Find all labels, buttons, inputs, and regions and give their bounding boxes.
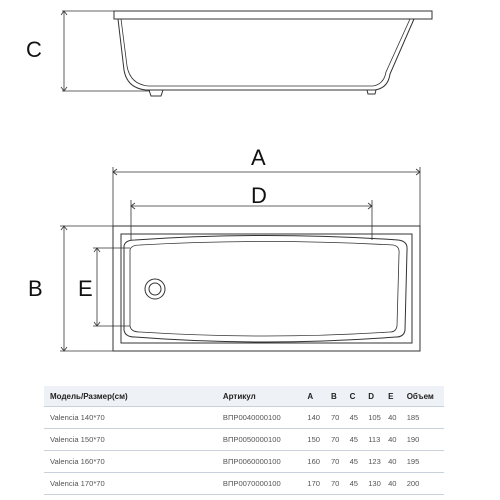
cell-d: 130 <box>368 473 388 495</box>
cell-article: ВПР0070000100 <box>223 473 307 495</box>
cell-c: 45 <box>350 451 369 473</box>
cell-model: Valencia 140*70 <box>44 407 181 429</box>
side-body <box>118 19 414 90</box>
cell-model: Valencia 160*70 <box>44 451 181 473</box>
cell-model: Valencia 150*70 <box>44 429 181 451</box>
top-outer-rim <box>113 226 420 351</box>
table-row <box>44 451 444 473</box>
top-basin-inner <box>130 242 399 337</box>
cell-e: 40 <box>388 429 407 451</box>
drain-outer <box>145 279 165 299</box>
label-a: A <box>251 145 266 170</box>
dimension-c <box>61 11 150 91</box>
drain-inner <box>149 283 161 295</box>
side-inner-line <box>121 19 410 86</box>
cell-b: 70 <box>331 429 350 451</box>
cell-a: 160 <box>307 451 331 473</box>
cell-e: 40 <box>388 451 407 473</box>
cell-c: 45 <box>350 473 369 495</box>
label-b: B <box>28 276 43 301</box>
specs-table <box>44 386 444 495</box>
table-row <box>44 407 444 429</box>
header-model: Модель/Размер(см) <box>44 386 181 407</box>
cell-c: 45 <box>350 407 369 429</box>
specs-table-container <box>44 386 444 495</box>
table-header-row <box>44 386 444 407</box>
header-spacer <box>181 386 223 407</box>
label-e: E <box>78 276 93 301</box>
cell-e: 40 <box>388 407 407 429</box>
cell-a: 140 <box>307 407 331 429</box>
cell-article: ВПР0040000100 <box>223 407 307 429</box>
cell-a: 150 <box>307 429 331 451</box>
cell-a: 170 <box>307 473 331 495</box>
side-rim <box>114 11 432 19</box>
header-article: Артикул <box>223 386 307 407</box>
side-foot-left <box>149 90 163 96</box>
cell-b: 70 <box>331 451 350 473</box>
cell-e: 40 <box>388 473 407 495</box>
table-row <box>44 429 444 451</box>
top-basin-outer <box>124 236 407 343</box>
cell-volume: 190 <box>407 429 444 451</box>
cell-d: 123 <box>368 451 388 473</box>
header-e: E <box>388 386 407 407</box>
header-volume: Объем <box>407 386 444 407</box>
top-view <box>113 226 420 351</box>
side-foot-right <box>367 90 376 94</box>
cell-article: ВПР0060000100 <box>223 451 307 473</box>
label-c: C <box>26 37 42 62</box>
cell-model: Valencia 170*70 <box>44 473 181 495</box>
cell-b: 70 <box>331 407 350 429</box>
cell-volume: 185 <box>407 407 444 429</box>
header-b: B <box>331 386 350 407</box>
header-a: A <box>307 386 331 407</box>
cell-volume: 200 <box>407 473 444 495</box>
header-c: C <box>350 386 369 407</box>
label-d: D <box>251 183 267 208</box>
cell-article: ВПР0050000100 <box>223 429 307 451</box>
table-row <box>44 473 444 495</box>
side-view <box>114 11 432 96</box>
cell-volume: 195 <box>407 451 444 473</box>
header-d: D <box>368 386 388 407</box>
cell-b: 70 <box>331 473 350 495</box>
cell-d: 105 <box>368 407 388 429</box>
cell-c: 45 <box>350 429 369 451</box>
cell-d: 113 <box>368 429 388 451</box>
